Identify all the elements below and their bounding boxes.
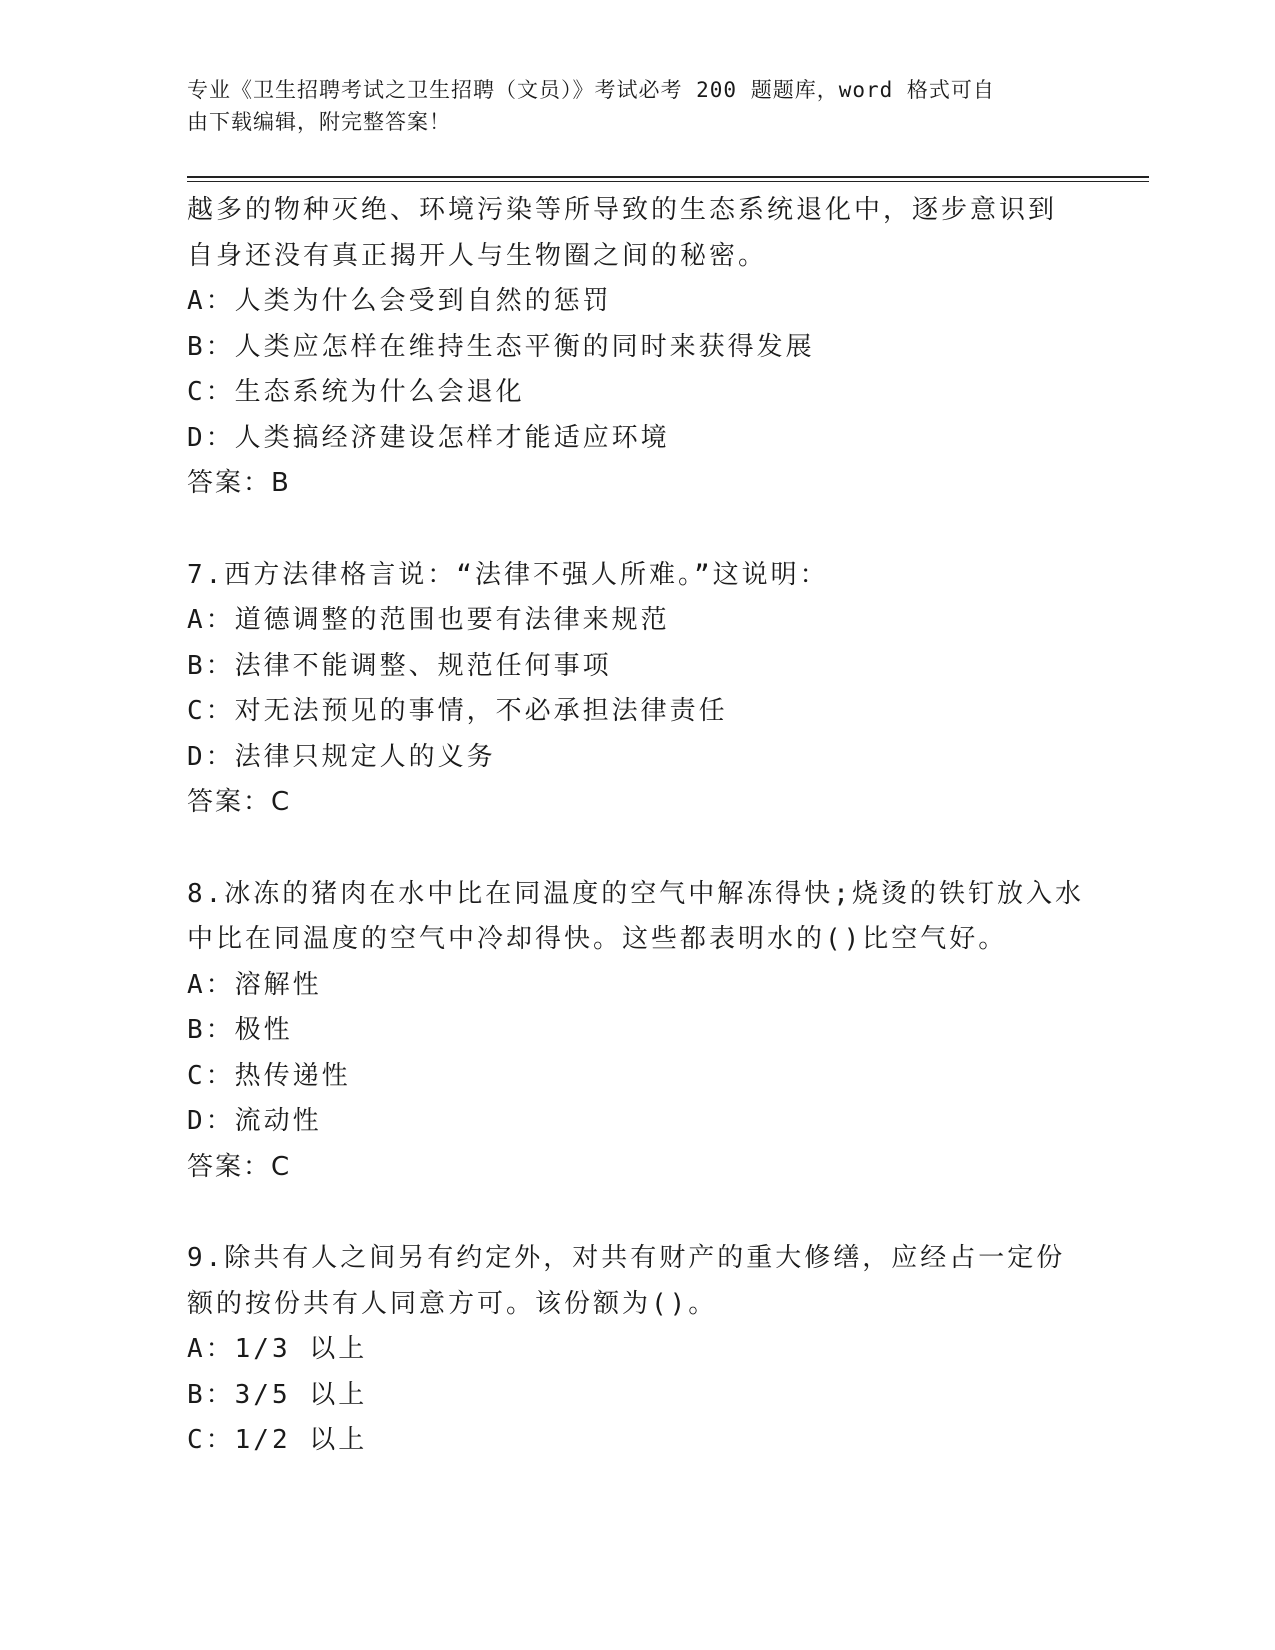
question-stem-line: 自身还没有真正揭开人与生物圈之间的秘密。 <box>187 240 768 271</box>
answer-line: 答案：C <box>187 787 292 817</box>
option-b: B：3/5 以上 <box>187 1379 368 1410</box>
question-stem-line: 8.冰冻的猪肉在水中比在同温度的空气中解冻得快;烧烫的铁钉放入水 <box>187 878 1084 909</box>
option-d: D：人类搞经济建设怎样才能适应环境 <box>187 422 670 453</box>
header-line-1: 专业《卫生招聘考试之卫生招聘（文员）》考试必考 200 题题库，word 格式可自 <box>187 78 995 102</box>
question-stem-line: 额的按份共有人同意方可。该份额为()。 <box>187 1288 718 1319</box>
option-b: B：极性 <box>187 1015 293 1045</box>
option-b: B：人类应怎样在维持生态平衡的同时来获得发展 <box>187 331 815 362</box>
question-spacer <box>187 507 1107 553</box>
document-header <box>187 74 1087 138</box>
option-a: A：1/3 以上 <box>187 1334 368 1364</box>
option-a: A：人类为什么会受到自然的惩罚 <box>187 286 612 316</box>
question-stem-line: 中比在同温度的空气中冷却得快。这些都表明水的()比空气好。 <box>187 924 1008 954</box>
question-8 <box>187 872 1107 1191</box>
option-b: B：法律不能调整、规范任何事项 <box>187 650 612 681</box>
header-line-2: 由下载编辑，附完整答案！ <box>187 110 451 134</box>
option-c: C：生态系统为什么会退化 <box>187 377 525 407</box>
answer-line: 答案：C <box>187 1151 292 1182</box>
question-list <box>187 188 1107 1464</box>
header-rule-thin <box>187 181 1149 182</box>
question-stem-line: 越多的物种灭绝、环境污染等所导致的生态系统退化中，逐步意识到 <box>187 195 1058 225</box>
question-spacer <box>187 826 1107 872</box>
option-c: C：1/2 以上 <box>187 1425 368 1455</box>
question-7 <box>187 553 1107 826</box>
question-9 <box>187 1236 1107 1464</box>
answer-line: 答案：B <box>187 468 291 498</box>
option-c: C：对无法预见的事情，不必承担法律责任 <box>187 696 728 726</box>
question-stem-line: 9.除共有人之间另有约定外，对共有财产的重大修缮，应经占一定份 <box>187 1243 1066 1273</box>
option-d: D：法律只规定人的义务 <box>187 741 496 772</box>
header-rule-thick <box>187 176 1149 178</box>
option-c: C：热传递性 <box>187 1060 351 1091</box>
question-6-continued <box>187 188 1107 507</box>
option-d: D：流动性 <box>187 1106 322 1136</box>
option-a: A：道德调整的范围也要有法律来规范 <box>187 605 670 635</box>
question-stem-line: 7.西方法律格言说：“法律不强人所难。”这说明： <box>187 559 829 590</box>
question-spacer <box>187 1190 1107 1236</box>
option-a: A：溶解性 <box>187 969 322 1000</box>
